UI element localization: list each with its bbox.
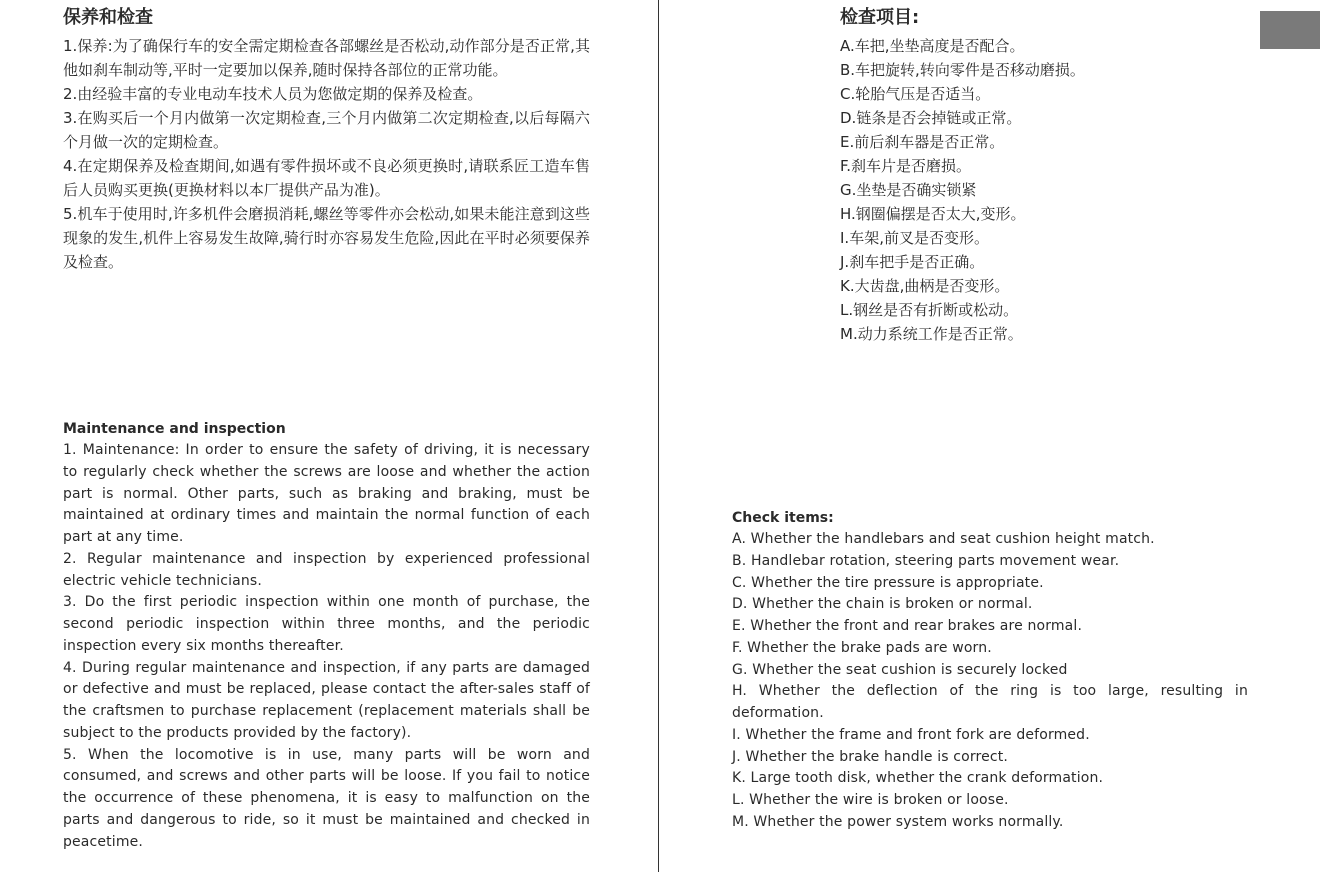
en-maintenance-paragraph: 4. During regular maintenance and inspection, if any parts are damaged or defective and must be replaced, please contact the after-sales staff of the craftsmen to purchase replacement (replacement materials shall be subject to the products provided by the factory).: [63, 659, 590, 741]
en-maintenance-title: Maintenance and inspection: [63, 421, 286, 437]
en-check-item: J. Whether the brake handle is correct.: [732, 748, 1008, 765]
zh-check-items-list: [840, 34, 1085, 346]
en-check-item: K. Large tooth disk, whether the crank deformation.: [732, 770, 1104, 787]
zh-check-item: E.前后刹车器是否正常。: [840, 133, 1005, 151]
zh-check-item: G.坐垫是否确实锁紧: [840, 181, 977, 199]
zh-maintenance-paragraph: 4.在定期保养及检查期间,如遇有零件损坏或不良必须更换时,请联系匠工造车售后人员购买更换(更换材料以本厂提供产品为准)。: [63, 157, 590, 199]
zh-maintenance-paragraph: 2.由经验丰富的专业电动车技术人员为您做定期的保养及检查。: [63, 85, 483, 103]
zh-maintenance-body: [63, 34, 590, 274]
en-check-items-title: Check items:: [732, 510, 834, 526]
en-check-item: B. Handlebar rotation, steering parts movement wear.: [732, 552, 1120, 569]
en-check-item: A. Whether the handlebars and seat cushion height match.: [732, 531, 1155, 547]
zh-check-item: H.钢圈偏摆是否太大,变形。: [840, 205, 1026, 223]
zh-maintenance-paragraph: 1.保养:为了确保行车的安全需定期检查各部螺丝是否松动,动作部分是否正常,其他如刹车制动等,平时一定要加以保养,随时保持各部位的正常功能。: [63, 37, 590, 79]
en-check-items-list: [732, 529, 1248, 834]
en-maintenance-body: [63, 440, 590, 853]
en-check-item: D. Whether the chain is broken or normal.: [732, 596, 1033, 613]
en-check-item: M. Whether the power system works normally.: [732, 813, 1064, 830]
en-check-item: H. Whether the deflection of the ring is too large, resulting in deformation.: [732, 683, 1248, 721]
en-check-item: C. Whether the tire pressure is appropriate.: [732, 574, 1044, 591]
zh-maintenance-paragraph: 3.在购买后一个月内做第一次定期检查,三个月内做第二次定期检查,以后每隔六个月做一次的定期检查。: [63, 109, 590, 151]
en-maintenance-paragraph: 5. When the locomotive is in use, many parts will be worn and consumed, and screws and other parts will be loose. If you fail to notice the occurrence of these phenomena, it is easy to malfunction on the parts and dangerous to ride, so it must be maintained and checked in peacetime.: [63, 746, 590, 850]
zh-check-item: L.钢丝是否有折断或松动。: [840, 301, 1019, 319]
zh-maintenance-title: 保养和检查: [63, 7, 153, 28]
zh-check-item: B.车把旋转,转向零件是否移动磨损。: [840, 61, 1085, 79]
page-edge-tab: [1260, 11, 1320, 49]
zh-check-item: F.刹车片是否磨损。: [840, 157, 971, 175]
zh-check-item: D.链条是否会掉链或正常。: [840, 109, 1022, 127]
en-check-item: I. Whether the frame and front fork are deformed.: [732, 726, 1090, 743]
page-divider: [658, 0, 659, 872]
zh-check-items-title: 检查项目:: [840, 7, 920, 28]
en-maintenance-paragraph: 1. Maintenance: In order to ensure the safety of driving, it is necessary to regularly check whether the screws are loose and whether the action part is normal. Other parts, such as braking and braking, must be maintained at ordinary times and maintain the normal function of each part at any time.: [63, 442, 590, 545]
en-maintenance-paragraph: 3. Do the first periodic inspection within one month of purchase, the second periodic inspection within three months, and the periodic inspection every six months thereafter.: [63, 594, 590, 654]
zh-check-item: A.车把,坐垫高度是否配合。: [840, 37, 1025, 55]
zh-check-item: M.动力系统工作是否正常。: [840, 325, 1023, 343]
en-check-item: F. Whether the brake pads are worn.: [732, 639, 992, 656]
zh-check-item: I.车架,前叉是否变形。: [840, 229, 989, 247]
en-check-item: E. Whether the front and rear brakes are normal.: [732, 618, 1083, 634]
zh-check-item: J.刹车把手是否正确。: [840, 253, 985, 271]
en-check-item: G. Whether the seat cushion is securely locked: [732, 661, 1068, 678]
en-maintenance-paragraph: 2. Regular maintenance and inspection by experienced professional electric vehicle technicians.: [63, 550, 590, 589]
en-check-item: L. Whether the wire is broken or loose.: [732, 792, 1009, 808]
zh-maintenance-paragraph: 5.机车于使用时,许多机件会磨损消耗,螺丝等零件亦会松动,如果未能注意到这些现象的发生,机件上容易发生故障,骑行时亦容易发生危险,因此在平时必须要保养及检查。: [63, 205, 590, 271]
zh-check-item: K.大齿盘,曲柄是否变形。: [840, 277, 1010, 295]
zh-check-item: C.轮胎气压是否适当。: [840, 85, 991, 103]
